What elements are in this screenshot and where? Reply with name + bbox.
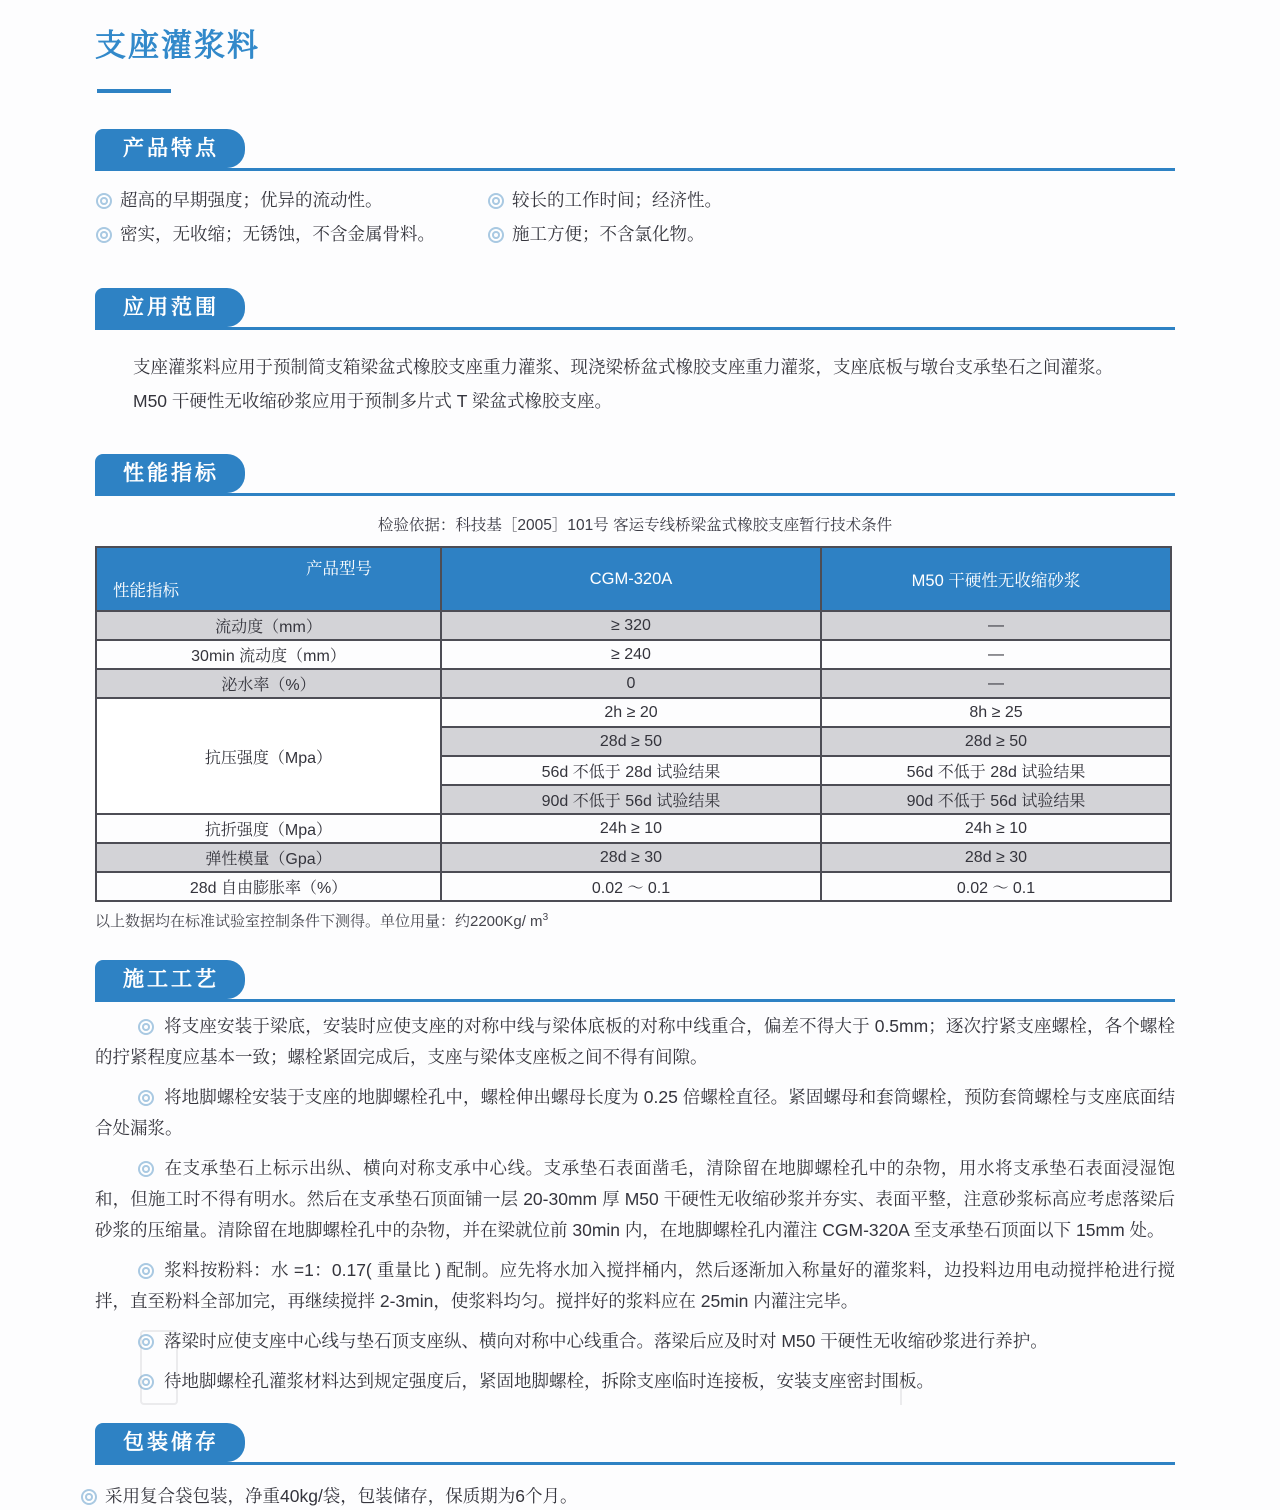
test-basis-note: 检验依据：科技基［2005］101号 客运专线桥梁盆式橡胶支座暂行技术条件 bbox=[377, 517, 893, 534]
list-item bbox=[487, 187, 1175, 214]
bullseye-bullet-icon bbox=[142, 1267, 150, 1275]
cell: — bbox=[821, 611, 1171, 640]
footnote-superscript: 3 bbox=[542, 912, 549, 923]
cell: ≥ 320 bbox=[441, 611, 821, 640]
bullseye-bullet-icon bbox=[492, 231, 500, 239]
table-row bbox=[96, 640, 1171, 669]
performance-table bbox=[95, 546, 1172, 902]
table-row bbox=[96, 611, 1171, 640]
table-header-row bbox=[96, 547, 1171, 611]
cell: 90d 不低于 56d 试验结果 bbox=[441, 785, 821, 814]
application-line: 支座灌浆料应用于预制简支箱梁盆式橡胶支座重力灌浆、现浇梁桥盆式橡胶支座重力灌浆，支座底板与墩台支承垫石之间灌浆。 bbox=[133, 357, 1113, 377]
table-row bbox=[96, 669, 1171, 698]
construction-heading-badge: 施工工艺 bbox=[95, 960, 245, 999]
cell: 24h ≥ 10 bbox=[441, 814, 821, 843]
application-text bbox=[133, 350, 1175, 418]
application-line: M50 干硬性无收缩砂浆应用于预制多片式 T 梁盆式橡胶支座。 bbox=[133, 391, 613, 411]
feature-text: 超高的早期强度；优异的流动性。 bbox=[120, 190, 383, 210]
bullseye-bullet-icon bbox=[492, 197, 500, 205]
cell: 28d ≥ 50 bbox=[821, 727, 1171, 756]
cell: 90d 不低于 56d 试验结果 bbox=[821, 785, 1171, 814]
bullseye-bullet-icon bbox=[142, 1338, 150, 1346]
list-item bbox=[95, 1326, 1175, 1357]
cell: 56d 不低于 28d 试验结果 bbox=[821, 756, 1171, 785]
footnote-text: 以上数据均在标准试验室控制条件下测得。单位用量：约2200Kg/ m bbox=[95, 913, 543, 930]
packaging-heading-badge: 包装储存 bbox=[95, 1423, 245, 1462]
feature-text: 施工方便；不含氯化物。 bbox=[512, 224, 705, 244]
table-footnote bbox=[95, 910, 1175, 931]
cell: 28d ≥ 30 bbox=[821, 843, 1171, 872]
cell: 28d ≥ 30 bbox=[441, 843, 821, 872]
cell: 56d 不低于 28d 试验结果 bbox=[441, 756, 821, 785]
feature-text: 较长的工作时间；经济性。 bbox=[512, 190, 722, 210]
list-item bbox=[85, 1482, 1175, 1510]
document bbox=[95, 0, 1175, 1510]
construction-step-text: 将地脚螺栓安装于支座的地脚螺栓孔中，螺栓伸出螺母长度为 0.25 倍螺栓直径。紧固螺母和套筒螺栓，预防套筒螺栓与支座底面结合处漏浆。 bbox=[95, 1087, 1175, 1138]
construction-step-text: 落梁时应使支座中心线与垫石顶支座纵、横向对称中心线重合。落梁后应及时对 M50 干硬性无收缩砂浆进行养护。 bbox=[164, 1331, 1048, 1351]
performance-heading-badge: 性能指标 bbox=[95, 454, 245, 493]
construction-step-text: 在支承垫石上标示出纵、横向对称支承中心线。支承垫石表面凿毛，清除留在地脚螺栓孔中的杂物，用水将支承垫石表面浸湿饱和，但施工时不得有明水。然后在支承垫石顶面铺一层 20-30mm 厚 M50 干硬性无收缩砂浆并夯实、表面平整，注意砂浆标高应考虑落梁后砂浆的压缩量。清除留在地脚螺栓孔中的杂物，并在梁就位前 30min 内，在地脚螺栓孔内灌注 CGM-320A 至支承垫石顶面以下 15mm 处。 bbox=[95, 1158, 1175, 1240]
feature-text: 密实，无收缩；无锈蚀，不含金属骨料。 bbox=[120, 224, 435, 244]
application-heading-badge: 应用范围 bbox=[95, 288, 245, 327]
list-item bbox=[95, 1255, 1175, 1317]
section-header-features bbox=[95, 129, 1175, 171]
cell: 2h ≥ 20 bbox=[441, 698, 821, 727]
section-header-construction bbox=[95, 960, 1175, 1002]
cell: — bbox=[821, 669, 1171, 698]
construction-list bbox=[95, 1011, 1175, 1397]
bullseye-bullet-icon bbox=[142, 1378, 150, 1386]
list-item bbox=[95, 1011, 1175, 1073]
cell: — bbox=[821, 640, 1171, 669]
bullseye-bullet-icon bbox=[100, 231, 108, 239]
table-row bbox=[96, 814, 1171, 843]
row-label: 流动度（mm） bbox=[96, 611, 441, 640]
column-header: CGM-320A bbox=[441, 547, 821, 611]
row-label: 28d 自由膨胀率（%） bbox=[96, 872, 441, 901]
row-label: 抗折强度（Mpa） bbox=[96, 814, 441, 843]
list-item bbox=[95, 1366, 1175, 1397]
table-row bbox=[96, 843, 1171, 872]
cell: 28d ≥ 50 bbox=[441, 727, 821, 756]
list-item bbox=[95, 221, 487, 248]
cell: 24h ≥ 10 bbox=[821, 814, 1171, 843]
bullseye-bullet-icon bbox=[142, 1023, 150, 1031]
bullseye-bullet-icon bbox=[85, 1493, 93, 1501]
corner-label-product-model: 产品型号 bbox=[306, 560, 372, 578]
diagonal-header-cell bbox=[96, 547, 441, 611]
bullseye-bullet-icon bbox=[100, 197, 108, 205]
corner-label-performance-index: 性能指标 bbox=[113, 582, 179, 600]
cell: 0 bbox=[441, 669, 821, 698]
features-list bbox=[95, 187, 1175, 248]
construction-step-text: 将支座安装于梁底，安装时应使支座的对称中线与梁体底板的对称中线重合，偏差不得大于 0.5mm；逐次拧紧支座螺栓，各个螺栓的拧紧程度应基本一致；螺栓紧固完成后，支座与梁体支座板之间不得有间隙。 bbox=[95, 1016, 1175, 1067]
bullseye-bullet-icon bbox=[142, 1165, 150, 1173]
cell: 0.02 ～ 0.1 bbox=[821, 872, 1171, 901]
construction-step-text: 浆料按粉料：水 =1：0.17( 重量比 ) 配制。应先将水加入搅拌桶内，然后逐渐加入称量好的灌浆料，边投料边用电动搅拌枪进行搅拌，直至粉料全部加完，再继续搅拌 2-3min，使浆料均匀。搅拌好的浆料应在 25min 内灌注完毕。 bbox=[95, 1260, 1175, 1311]
table-row bbox=[96, 872, 1171, 901]
page-title: 支座灌浆料 bbox=[95, 28, 260, 63]
section-header-application bbox=[95, 288, 1175, 330]
section-header-performance bbox=[95, 454, 1175, 496]
cell: ≥ 240 bbox=[441, 640, 821, 669]
column-header: M50 干硬性无收缩砂浆 bbox=[821, 547, 1171, 611]
list-item bbox=[95, 1153, 1175, 1246]
section-header-packaging bbox=[95, 1423, 1175, 1465]
list-item bbox=[95, 187, 487, 214]
cell: 0.02 ～ 0.1 bbox=[441, 872, 821, 901]
construction-step-text: 待地脚螺栓孔灌浆材料达到规定强度后，紧固地脚螺栓，拆除支座临时连接板，安装支座密封围板。 bbox=[164, 1371, 934, 1391]
packaging-text: 采用复合袋包装，净重40kg/袋，包装储存，保质期为6个月。 bbox=[105, 1486, 578, 1506]
list-item bbox=[487, 221, 1175, 248]
table-row bbox=[96, 698, 1171, 727]
list-item bbox=[95, 1082, 1175, 1144]
bullseye-bullet-icon bbox=[142, 1094, 150, 1102]
features-heading-badge: 产品特点 bbox=[95, 129, 245, 168]
row-label: 抗压强度（Mpa） bbox=[96, 698, 441, 814]
row-label: 弹性模量（Gpa） bbox=[96, 843, 441, 872]
cell: 8h ≥ 25 bbox=[821, 698, 1171, 727]
row-label: 泌水率（%） bbox=[96, 669, 441, 698]
row-label: 30min 流动度（mm） bbox=[96, 640, 441, 669]
